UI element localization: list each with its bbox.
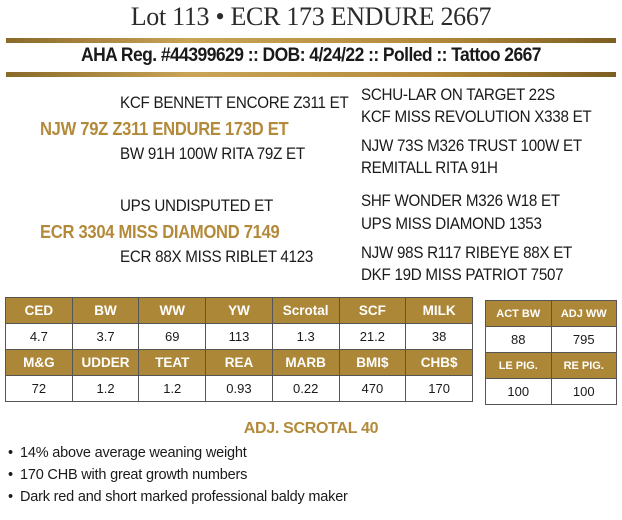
header-act-bw: ACT BW [486,301,552,327]
pedigree-sire-dam-sire: NJW 73S M326 TRUST 100W ET [361,137,582,155]
header-adj-ww: ADJ WW [551,301,617,327]
epd-header-scrotal: Scrotal [272,298,339,324]
epd-header-udder: UDDER [72,350,139,376]
note-text: 170 CHB with great growth numbers [20,467,248,483]
pedigree-sire-dam-dam: REMITALL RITA 91H [361,159,498,177]
epd-header-ced: CED [6,298,73,324]
pedigree-dam-sire: UPS UNDISPUTED ET [120,197,274,215]
pedigree-dam-dam-sire: NJW 98S R117 RIBEYE 88X ET [361,244,573,262]
epd-table [5,297,473,402]
epd-value-row-2 [6,376,473,402]
epd-value-udder: 1.2 [72,376,139,402]
bullet-icon: • [8,445,13,461]
epd-value-scf: 21.2 [339,324,406,350]
epd-header-ww: WW [139,298,206,324]
epd-value-scrotal: 1.3 [272,324,339,350]
epd-value-bmi: 470 [339,376,406,402]
pedigree-sire-sire: KCF BENNETT ENCORE Z311 ET [120,94,349,112]
pedigree-dam-sire-sire: SHF WONDER M326 W18 ET [361,192,560,210]
pedigree-dam: ECR 3304 MISS DIAMOND 7149 [40,222,280,242]
actual-header-row-2 [486,353,617,379]
epd-value-bw: 3.7 [72,324,139,350]
epd-header-bmi: BMI$ [339,350,406,376]
lot-title: Lot 113 • ECR 173 ENDURE 2667 [130,2,492,31]
pedigree-sire: NJW 79Z Z311 ENDURE 173D ET [40,119,289,139]
actual-header-row-1 [486,301,617,327]
epd-header-bw: BW [72,298,139,324]
epd-header-row-1 [6,298,473,324]
bullet-icon: • [8,467,13,483]
epd-value-milk: 38 [406,324,473,350]
pedigree-sire-sire-sire: SCHU-LAR ON TARGET 22S [361,86,555,104]
value-adj-ww: 795 [551,327,617,353]
gold-divider-bottom [6,72,616,77]
note-text: 14% above average weaning weight [20,445,247,461]
epd-header-row-2 [6,350,473,376]
epd-header-teat: TEAT [139,350,206,376]
header-re-pig: RE PIG. [551,353,617,379]
header-le-pig: LE PIG. [486,353,552,379]
epd-header-mg: M&G [6,350,73,376]
epd-value-row-1 [6,324,473,350]
epd-value-ced: 4.7 [6,324,73,350]
list-item [8,442,348,464]
epd-value-chb: 170 [406,376,473,402]
actual-value-row-2 [486,379,617,405]
value-le-pig: 100 [486,379,552,405]
epd-header-scf: SCF [339,298,406,324]
list-item [8,464,348,486]
pedigree-sire-sire-dam: KCF MISS REVOLUTION X338 ET [361,108,592,126]
epd-value-teat: 1.2 [139,376,206,402]
adj-scrotal: ADJ. SCROTAL 40 [243,420,379,437]
epd-value-marb: 0.22 [272,376,339,402]
epd-header-rea: REA [206,350,273,376]
epd-header-milk: MILK [406,298,473,324]
list-item [8,486,348,508]
epd-value-mg: 72 [6,376,73,402]
value-re-pig: 100 [551,379,617,405]
pedigree-dam-dam-dam: DKF 19D MISS PATRIOT 7507 [361,266,564,284]
epd-header-marb: MARB [272,350,339,376]
epd-header-yw: YW [206,298,273,324]
value-act-bw: 88 [486,327,552,353]
epd-header-chb: CHB$ [406,350,473,376]
actual-measurements-table [485,300,617,405]
note-text: Dark red and short marked professional baldy maker [20,489,348,505]
actual-value-row-1 [486,327,617,353]
bullet-icon: • [8,489,13,505]
registration-line: AHA Reg. #44399629 :: DOB: 4/24/22 :: Polled :: Tattoo 2667 [81,45,541,66]
epd-value-ww: 69 [139,324,206,350]
epd-value-rea: 0.93 [206,376,273,402]
pedigree-sire-dam: BW 91H 100W RITA 79Z ET [120,145,305,163]
notes-list [8,442,348,508]
pedigree-dam-sire-dam: UPS MISS DIAMOND 1353 [361,215,542,233]
epd-value-yw: 113 [206,324,273,350]
pedigree-dam-dam: ECR 88X MISS RIBLET 4123 [120,248,314,266]
gold-divider-top [6,38,616,43]
